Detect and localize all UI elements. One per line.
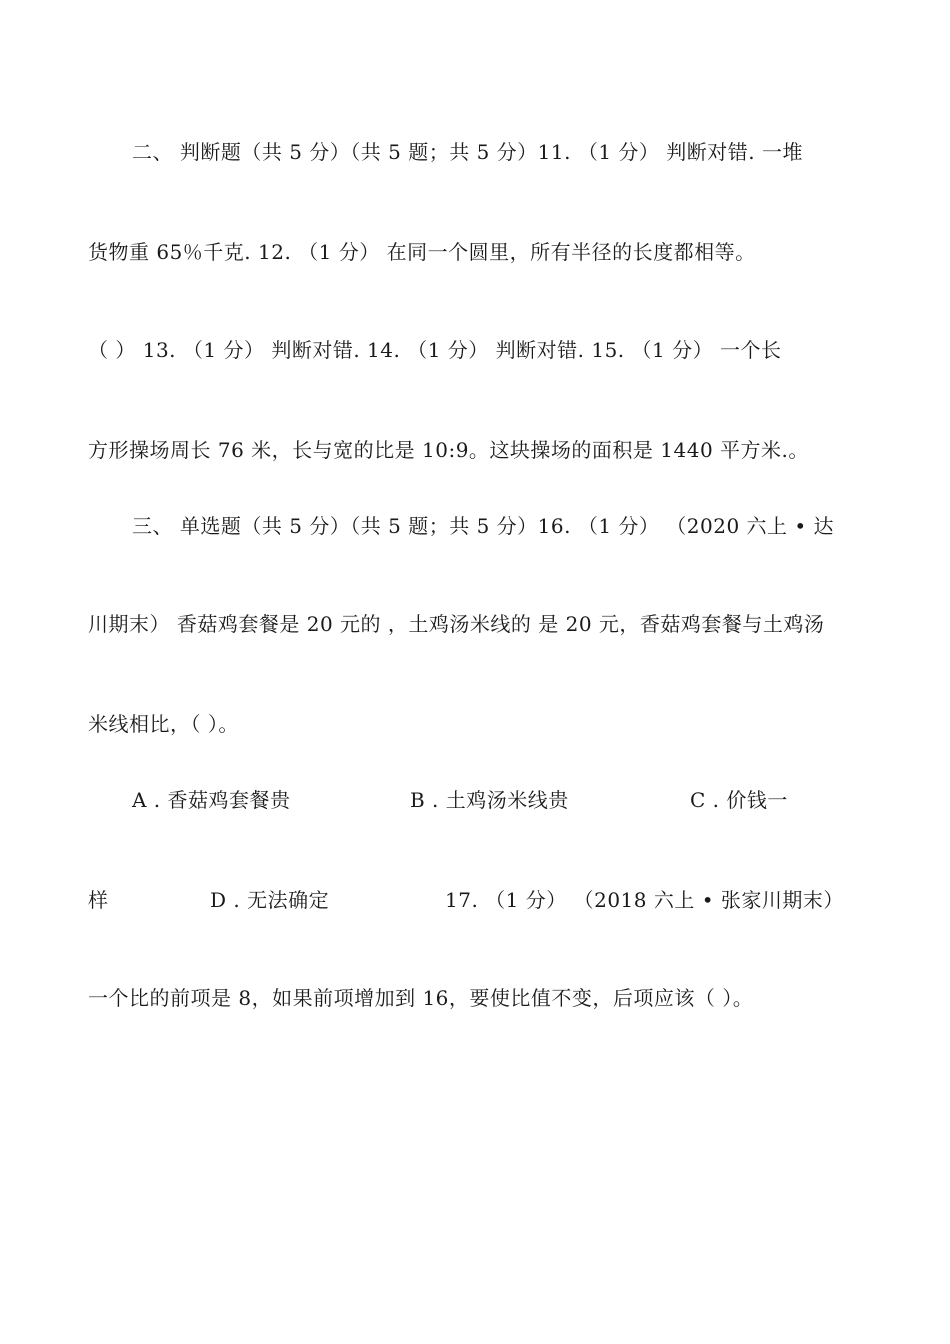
question-text-line: 川期末） 香菇鸡套餐是 20 元的 ，土鸡汤米线的 是 20 元，香菇鸡套餐与土鸡汤 — [88, 612, 825, 636]
question-17-header: 17. （1 分） （2018 六上 • 张家川期末） — [445, 888, 844, 912]
option-b: B . 土鸡汤米线贵 — [410, 788, 569, 812]
option-d: D . 无法确定 — [210, 888, 330, 912]
question-text-line: 一个比的前项是 8，如果前项增加到 16，要使比值不变，后项应该（ ）。 — [88, 986, 754, 1010]
question-text-line: 方形操场周长 76 米，长与宽的比是 10:9。这块操场的面积是 1440 平方米.。 — [88, 438, 809, 462]
option-c-continuation: 样 — [88, 888, 109, 912]
section-three-heading: 三、 单选题（共 5 分）（共 5 题；共 5 分）16. （1 分） （2020 六上 • 达 — [132, 514, 835, 538]
option-c: C . 价钱一 — [690, 788, 788, 812]
option-a: A . 香菇鸡套餐贵 — [132, 788, 291, 812]
question-text-line: 货物重 65％千克. 12. （1 分） 在同一个圆里，所有半径的长度都相等。 — [88, 240, 756, 264]
section-two-heading: 二、 判断题（共 5 分）（共 5 题；共 5 分）11. （1 分） 判断对错. 一堆 — [132, 140, 803, 164]
question-text-line: （ ） 13. （1 分） 判断对错. 14. （1 分） 判断对错. 15. （1 分） 一个长 — [88, 338, 782, 362]
question-text-line: 米线相比，（ ）。 — [88, 712, 239, 736]
